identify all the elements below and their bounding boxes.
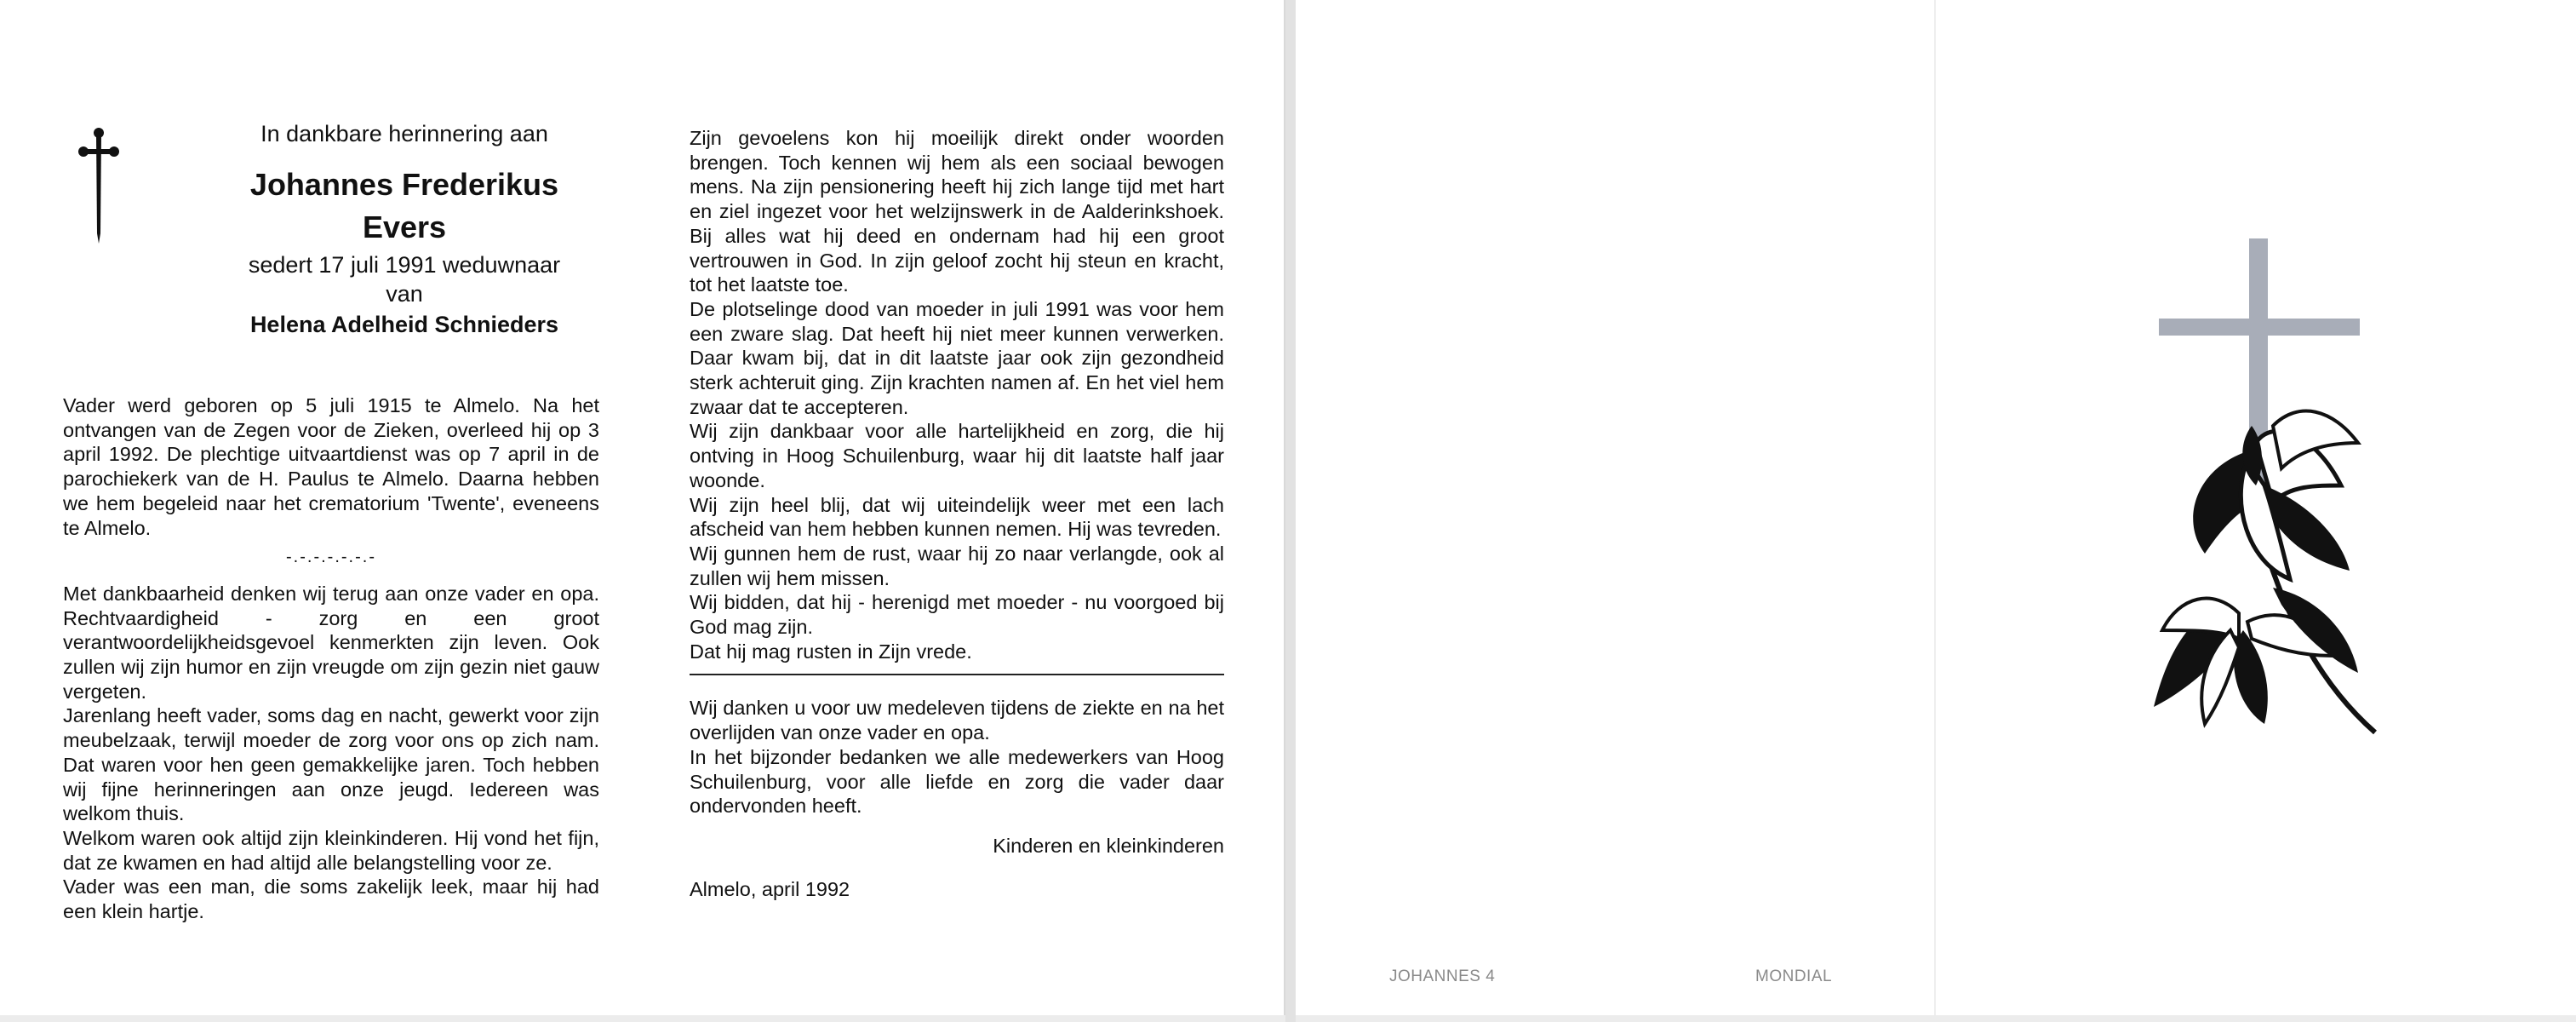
right-paragraph-6: Wij bidden, dat hij - herenigd met moeder - nu voorgoed bij God mag zijn.	[690, 591, 1224, 639]
right-paragraph-7: Dat hij mag rusten in Zijn vrede.	[690, 640, 972, 663]
deceased-name-line2: Evers	[362, 210, 447, 244]
right-text-column	[690, 126, 1224, 901]
lily-cross-illustration	[2145, 230, 2384, 758]
thanks-paragraph-1: Wij danken u voor uw medeleven tijdens de ziekte en na het overlijden van onze vader en opa.	[690, 697, 1224, 744]
left-text-column	[63, 393, 599, 924]
footer-model-label: JOHANNES 4	[1389, 967, 1496, 985]
left-paragraph-2: Met dankbaarheid denken wij terug aan onze vader en opa. Rechtvaardigheid - zorg en een groot verantwoordelijkheidsgevoel kenmerkten zijn leven. Ook zullen wij zijn humor en zijn vreugde om zijn gezin niet gauw vergeten.	[63, 582, 599, 703]
dotted-separator: -.-.-.-.-.-.-	[286, 548, 376, 567]
memorial-heading: In dankbare herinnering aan	[260, 121, 548, 146]
cross-icon	[75, 126, 123, 245]
card-fold-line	[1934, 0, 1936, 1015]
horizontal-divider	[690, 674, 1224, 675]
card-inside-panel	[0, 0, 1285, 1015]
card-fold-gap	[1285, 0, 1296, 1022]
signoff: Kinderen en kleinkinderen	[993, 834, 1224, 857]
left-paragraph-4: Welkom waren ook altijd zijn kleinkinderen. Hij vond het fijn, dat ze kwamen en had altijd alle belangstelling voor ze.	[63, 826, 599, 874]
place-date: Almelo, april 1992	[690, 877, 850, 900]
widower-line: sedert 17 juli 1991 weduwnaar	[248, 252, 561, 278]
van-line: van	[386, 281, 423, 307]
left-paragraph-1: Vader werd geboren op 5 juli 1915 te Almelo. Na het ontvangen van de Zegen voor de Zieken, overleed hij op 3 april 1992. De plechtige uitvaartdienst was op 7 april in de parochiekerk van de H. Paulus te Almelo. Daarna hebben we hem begeleid naar het crematorium 'Twente', eveneens te Almelo.	[63, 394, 599, 539]
lily-flower-upper	[2193, 411, 2358, 579]
thanks-paragraph-2: In het bijzonder bedanken we alle medewerkers van Hoog Schuilenburg, voor alle liefde en zorg die vader daar ondervonden heeft.	[690, 745, 1224, 818]
card-header	[179, 119, 630, 339]
left-paragraph-3: Jarenlang heeft vader, soms dag en nacht, gewerkt voor zijn meubelzaak, terwijl moeder de zorg voor ons op zich nam. Dat waren voor hen geen gemakkelijke jaren. Toch hebben wij fijne herinneringen aan onze jeugd. Iedereen was welkom thuis.	[63, 704, 599, 825]
wife-name: Helena Adelheid Schnieders	[249, 312, 559, 337]
right-paragraph-5: Wij gunnen hem de rust, waar hij zo naar verlangde, ook al zullen wij hem missen.	[690, 542, 1224, 589]
silver-cross-horizontal	[2159, 319, 2360, 336]
card-outside-panel	[1296, 0, 2576, 1015]
deceased-name	[179, 164, 630, 249]
right-paragraph-3: Wij zijn dankbaar voor alle hartelijkheid en zorg, die hij ontving in Hoog Schuilenburg, waar hij dit laatste half jaar woonde.	[690, 420, 1224, 491]
right-paragraph-1: Zijn gevoelens kon hij moeilijk direkt onder woorden brengen. Toch kennen wij hem als een sociaal bewogen mens. Na zijn pensionering heeft hij zich lange tijd met hart en ziel ingezet voor het welzijnswerk in de Aalderinkshoek. Bij alles wat hij deed en ondernam had hij een groot vertrouwen in God. In zijn geloof zocht hij steun en kracht, tot het laatste toe.	[690, 127, 1224, 296]
right-paragraph-4: Wij zijn heel blij, dat wij uiteindelijk weer met een lach afscheid van hem hebben kunnen nemen. Hij was tevreden.	[690, 493, 1224, 541]
right-paragraph-2: De plotselinge dood van moeder in juli 1991 was voor hem een zware slag. Dat heeft hij niet meer kunnen verwerken. Daar kwam bij, dat in dit laatste jaar ook zijn gezondheid sterk achteruit ging. Zijn krachten namen af. En het viel hem zwaar dat te accepteren.	[690, 297, 1224, 418]
deceased-name-line1: Johannes Frederikus	[249, 167, 559, 202]
footer-brand-label: MONDIAL	[1755, 967, 1833, 985]
left-paragraph-5: Vader was een man, die soms zakelijk leek, maar hij had een klein hartje.	[63, 876, 599, 923]
